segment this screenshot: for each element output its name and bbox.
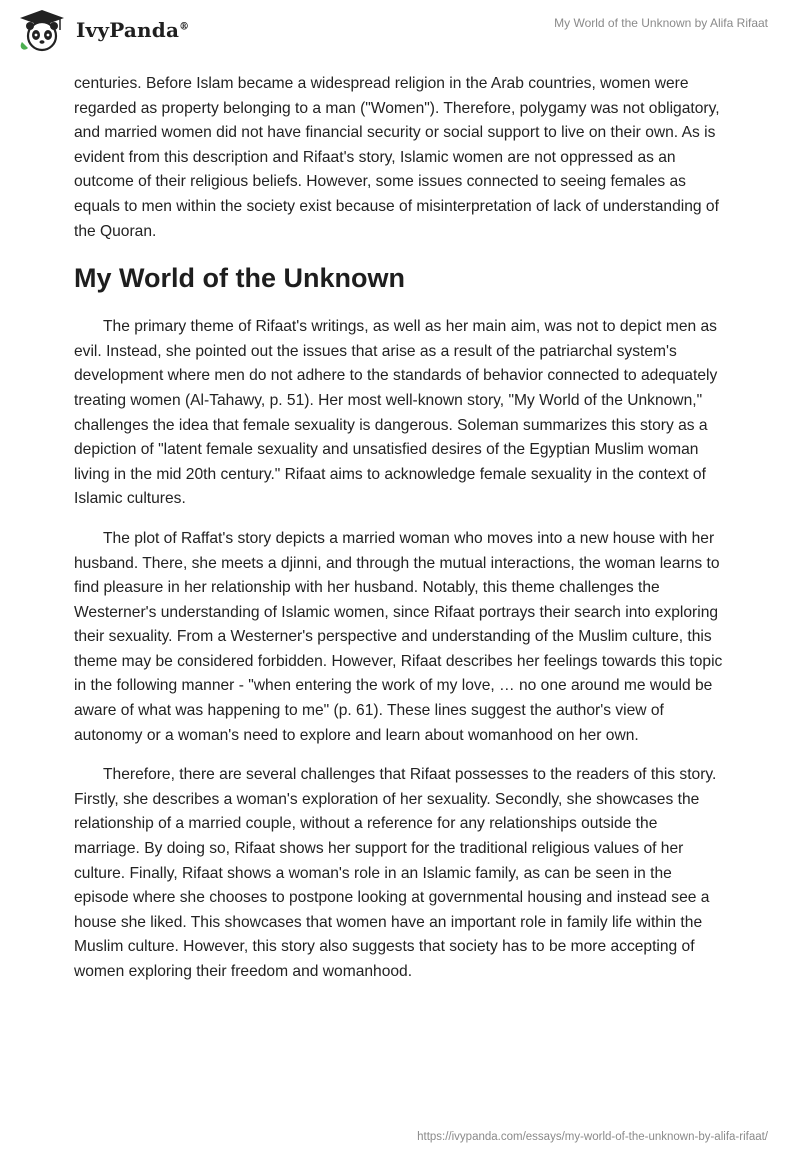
brand-name: IvyPanda® — [76, 18, 190, 42]
source-url[interactable]: https://ivypanda.com/essays/my-world-of-the-unknown-by-alifa-rifaat/ — [417, 1131, 768, 1143]
paragraph-continued: centuries. Before Islam became a widespread religion in the Arab countries, women were regarded as property belonging to a man ("Women"). Therefore, polygamy was not obligatory, and married women did not have financial security or social support to live on their own. As is evident from this description and Rifaat's story, Islamic women are not oppressed as an outcome of their religious beliefs. However, some issues connected to seeing females as equals to men within the society exist because of misinterpretation of lack of understanding of the Quoran. — [74, 75, 720, 240]
paragraph: The primary theme of Rifaat's writings, as well as her main aim, was not to depict men as evil. Instead, she pointed out the issues that arise as a result of the patriarchal system's development where men do not adhere to the standards of behavior connected to adequately treating women (Al-Tahawy, p. 51). Her most well-known story, "My World of the Unknown," challenges the idea that female sexuality is dangerous. Soleman summarizes this story as a depiction of "latent female sexuality and unsatisfied desires of the Egyptian Muslim woman living in the mid 20th century." Rifaat aims to acknowledge female sexuality in the context of Islamic cultures. — [74, 318, 718, 508]
section-heading: My World of the Unknown — [74, 263, 405, 294]
brand-logo[interactable] — [16, 8, 189, 52]
essay-body — [74, 72, 726, 1000]
paragraph: Therefore, there are several challenges that Rifaat possesses to the readers of this story. Firstly, she describes a woman's exploration of her sexuality. Secondly, she showcases the relationship of a married couple, without a reference for any relationships outside the marriage. By doing so, Rifaat shows her support for the traditional religious values of her culture. Finally, Rifaat shows a woman's role in an Islamic family, as can be seen in the episode where she chooses to postpone looking at governmental housing and instead see a house she liked. This showcases that women have an important role in family life within the Muslim culture. However, this story also suggests that society has to be more accepting of women exploring their freedom and womanhood. — [74, 766, 717, 980]
panda-graduate-icon — [16, 8, 68, 52]
page-header — [0, 0, 800, 70]
paragraph: The plot of Raffat's story depicts a married woman who moves into a new house with her husband. There, she meets a djinni, and through the mutual interactions, the woman learns to find pleasure in her relationship with her husband. Notably, this theme challenges the Westerner's understanding of Islamic women, since Rifaat portrays their search into exploring their sexuality. From a Westerner's perspective and understanding of the Muslim culture, this theme may be considered forbidden. However, Rifaat describes her feelings towards this topic in the following manner - "when entering the work of my love, … no one around me would be aware of what was happening to me" (p. 61). These lines suggest the author's view of autonomy or a woman's need to explore and learn about womanhood on her own. — [74, 529, 723, 744]
document-title: My World of the Unknown by Alifa Rifaat — [554, 16, 768, 30]
